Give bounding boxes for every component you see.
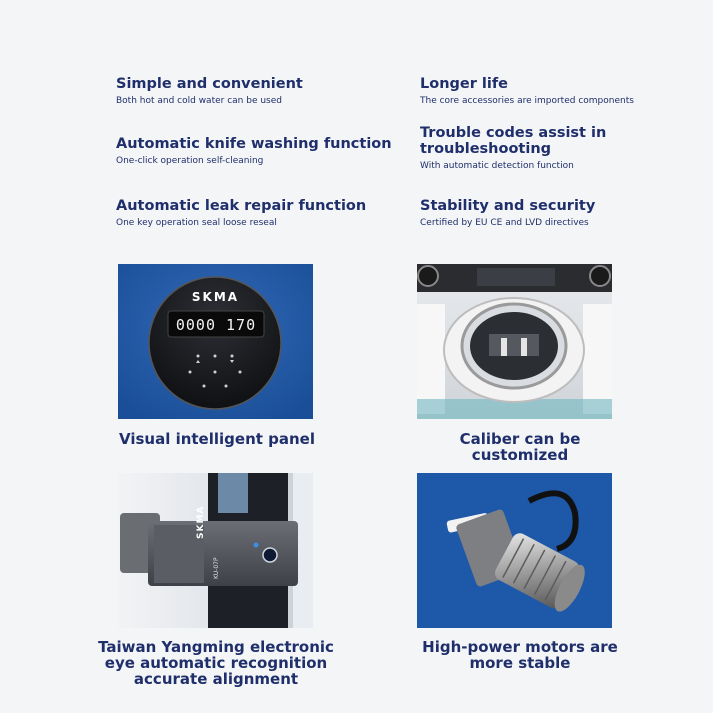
feature-title: Stability and security xyxy=(420,198,596,214)
panel-display-counter: 0000 xyxy=(175,316,216,334)
caption-motor xyxy=(410,639,630,671)
feature-stability-security xyxy=(420,198,595,229)
caliber-photo xyxy=(417,264,612,419)
control-panel-photo xyxy=(118,264,313,419)
sensor-model-label: KU-07P xyxy=(213,557,220,579)
sensor-brand-label: SKMA xyxy=(196,505,206,539)
caption-panel: Visual intelligent panel xyxy=(118,430,315,448)
panel-brand-logo: SKMA xyxy=(191,290,240,304)
feature-leak-repair xyxy=(116,198,366,229)
panel-display-temperature: 170 xyxy=(226,316,257,334)
motor-illustration xyxy=(417,473,612,628)
feature-trouble-codes xyxy=(420,125,610,172)
feature-title: Simple and convenient xyxy=(116,76,303,92)
panel-display xyxy=(168,316,264,334)
feature-subtitle: With automatic detection function xyxy=(420,161,574,171)
caption-caliber: Caliber can be customized xyxy=(459,430,581,464)
caption-electronic-eye xyxy=(96,639,336,687)
feature-title: Trouble codes assist in troubleshooting xyxy=(420,125,607,157)
feature-subtitle: One key operation seal loose reseal xyxy=(116,218,277,228)
feature-title: Longer life xyxy=(420,76,509,92)
feature-longer-life xyxy=(420,76,634,107)
caption-line: more stable xyxy=(469,654,571,672)
caliber-ring-illustration xyxy=(417,264,612,419)
electronic-eye-photo xyxy=(118,473,313,628)
feature-knife-washing xyxy=(116,136,392,167)
feature-subtitle: Both hot and cold water can be used xyxy=(116,96,282,106)
feature-simple-convenient xyxy=(116,76,303,107)
caption-line: High-power motors are xyxy=(422,638,618,656)
control-panel-illustration xyxy=(118,264,313,419)
feature-subtitle: One-click operation self-cleaning xyxy=(116,156,264,166)
feature-subtitle: The core accessories are imported components xyxy=(420,96,634,106)
feature-title: Automatic leak repair function xyxy=(116,198,367,214)
feature-subtitle: Certified by EU CE and LVD directives xyxy=(420,218,589,228)
feature-title: Automatic knife washing function xyxy=(116,136,392,152)
motor-photo xyxy=(417,473,612,628)
caption-line: Taiwan Yangming electronic xyxy=(98,638,334,656)
caption-line: accurate alignment xyxy=(133,670,299,688)
caption-line: eye automatic recognition xyxy=(104,654,328,672)
